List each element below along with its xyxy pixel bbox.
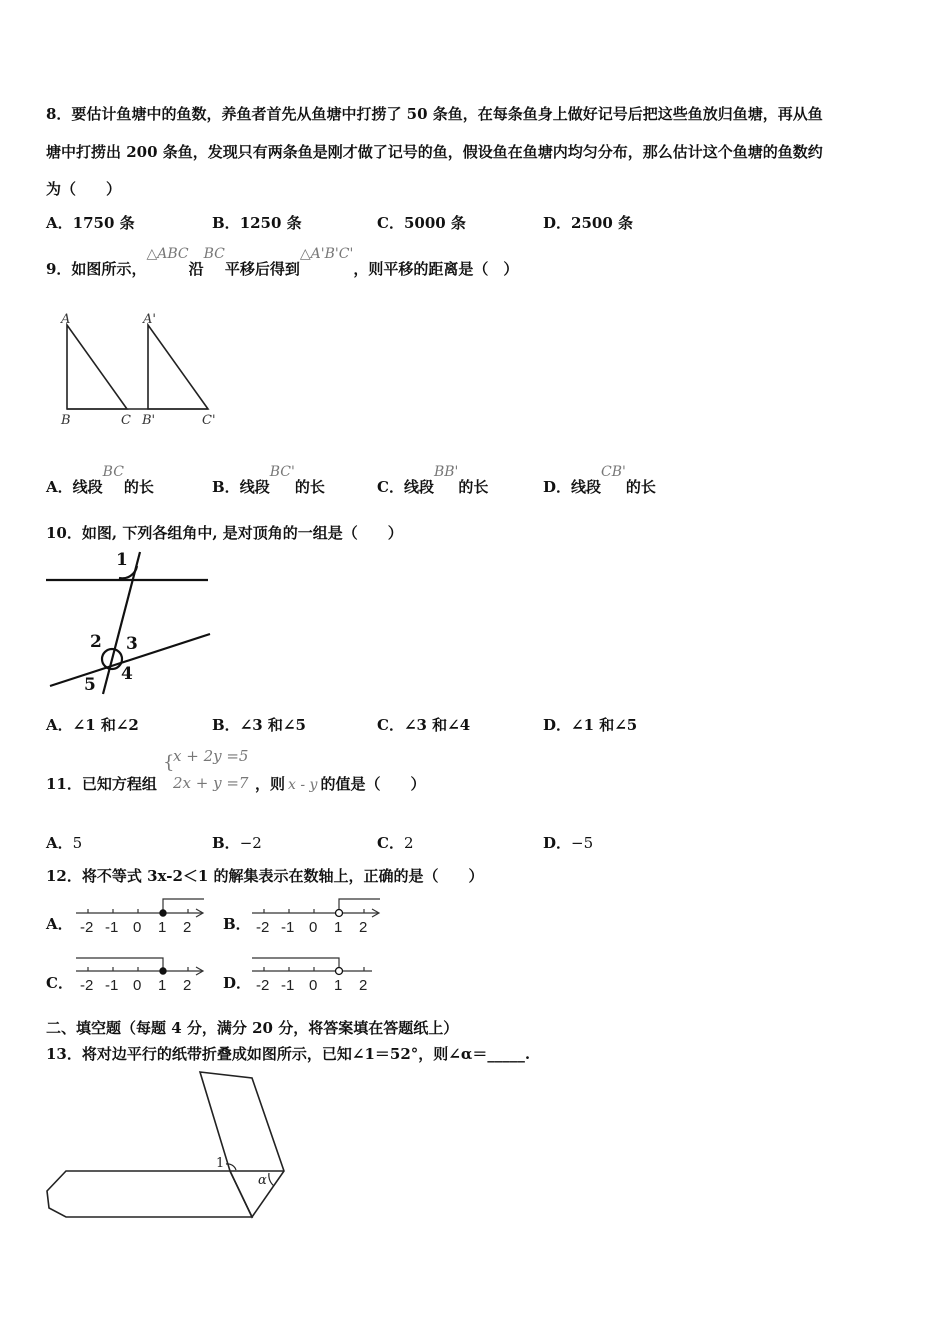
svg-text:0: 0 bbox=[133, 977, 142, 994]
q9-option-b[interactable]: B．线段BC'的长 bbox=[212, 464, 325, 496]
angle-alpha-label: α bbox=[258, 1173, 267, 1188]
q9-option-d[interactable]: D．线段CB'的长 bbox=[543, 464, 656, 496]
q11-stem-suffix: ，则 x - y 的值是（ ） bbox=[255, 775, 426, 793]
q10-option-d[interactable]: D．∠1 和∠5 bbox=[543, 716, 638, 734]
svg-text:2: 2 bbox=[359, 977, 368, 994]
q9-translation-figure bbox=[55, 305, 235, 435]
strip-folded-part bbox=[200, 1072, 284, 1217]
label-a-prime: A' bbox=[143, 312, 156, 327]
angle-1-label: 1 bbox=[216, 1156, 225, 1171]
strip-lower-part bbox=[47, 1171, 252, 1217]
q10-option-c[interactable]: C．∠3 和∠4 bbox=[377, 716, 471, 734]
label-b: B bbox=[61, 413, 71, 428]
svg-text:-2: -2 bbox=[256, 919, 270, 936]
svg-text:0: 0 bbox=[309, 977, 318, 994]
open-dot bbox=[336, 968, 343, 975]
angle-label-3: 3 bbox=[126, 634, 138, 654]
svg-text:-1: -1 bbox=[281, 919, 295, 936]
triangle-abc-shape bbox=[67, 325, 127, 409]
q8-stem-line1: 8．要估计鱼塘中的鱼数，养鱼者首先从鱼塘中打捞了 50 条鱼，在每条鱼身上做好记号后把这些鱼放归鱼塘，再从鱼 bbox=[46, 105, 823, 123]
svg-text:1: 1 bbox=[158, 919, 167, 936]
q10-option-b[interactable]: B．∠3 和∠5 bbox=[212, 716, 306, 734]
q9-stem: 9．如图所示，△ABC沿BC平移后得到△A'B'C'，则平移的距离是（ ） bbox=[46, 246, 519, 278]
q11-option-c[interactable]: C．2 bbox=[377, 834, 414, 852]
svg-text:2: 2 bbox=[183, 977, 192, 994]
svg-text:2: 2 bbox=[359, 919, 368, 936]
q12-option-a-numberline[interactable] bbox=[72, 895, 212, 937]
q11-brace: { bbox=[163, 752, 175, 773]
angle-label-1: 1 bbox=[116, 550, 128, 570]
q9-option-a[interactable]: A．线段BC的长 bbox=[46, 464, 154, 496]
label-c-prime: C' bbox=[202, 413, 216, 428]
q11-stem-prefix: 11．已知方程组 bbox=[46, 775, 157, 793]
q8-stem-line3: 为（ ） bbox=[46, 180, 122, 198]
q12-option-d-label[interactable]: D． bbox=[223, 974, 252, 992]
q10-stem: 10．如图, 下列各组角中, 是对顶角的一组是（ ） bbox=[46, 524, 403, 542]
q10-option-a[interactable]: A．∠1 和∠2 bbox=[46, 716, 139, 734]
angle-alpha-arc bbox=[269, 1173, 274, 1186]
q12-option-b-label[interactable]: B． bbox=[223, 915, 251, 933]
triangle-a2b2c2-shape bbox=[148, 325, 208, 409]
q8-stem-line2: 塘中打捞出 200 条鱼，发现只有两条鱼是刚才做了记号的鱼，假设鱼在鱼塘内均匀分布，那么估计这个鱼塘的鱼数约 bbox=[46, 143, 823, 161]
q12-inequality: 3x-2＜1 bbox=[147, 867, 209, 885]
svg-text:0: 0 bbox=[133, 919, 142, 936]
q12-option-c-label[interactable]: C． bbox=[46, 974, 73, 992]
label-c: C bbox=[121, 413, 131, 428]
q8-option-b[interactable]: B．1250 条 bbox=[212, 214, 302, 232]
q11-expression: x - y bbox=[288, 777, 318, 793]
angle-label-4: 4 bbox=[121, 664, 133, 684]
q12-option-b-numberline[interactable] bbox=[248, 895, 388, 937]
q8-option-a[interactable]: A．1750 条 bbox=[46, 214, 135, 232]
q11-option-b[interactable]: B．−2 bbox=[212, 834, 262, 852]
q12-option-a-label[interactable]: A． bbox=[46, 915, 73, 933]
svg-text:0: 0 bbox=[309, 919, 318, 936]
svg-text:-1: -1 bbox=[281, 977, 295, 994]
svg-text:-2: -2 bbox=[80, 977, 94, 994]
closed-dot bbox=[160, 910, 166, 916]
svg-text:-2: -2 bbox=[80, 919, 94, 936]
angle-label-2: 2 bbox=[90, 632, 102, 652]
q13-stem: 13．将对边平行的纸带折叠成如图所示，已知∠1＝52°，则∠α＝_____. bbox=[46, 1045, 531, 1063]
section-2-title: 二、填空题（每题 4 分，满分 20 分，将答案填在答题纸上） bbox=[46, 1019, 459, 1037]
q11-option-a[interactable]: A．5 bbox=[46, 834, 83, 852]
q9-triangle-abc: △ABC bbox=[146, 246, 189, 262]
q11-option-d[interactable]: D．−5 bbox=[543, 834, 594, 852]
q9-segment-bc: BC bbox=[203, 246, 225, 262]
angle-label-5: 5 bbox=[84, 675, 96, 695]
svg-text:-1: -1 bbox=[105, 977, 119, 994]
q11-equation-1: x + 2y =5 bbox=[173, 747, 249, 765]
q12-option-c-numberline[interactable] bbox=[72, 953, 212, 995]
svg-text:1: 1 bbox=[334, 977, 343, 994]
q9-option-c[interactable]: C．线段BB'的长 bbox=[377, 464, 489, 496]
svg-text:2: 2 bbox=[183, 919, 192, 936]
q8-option-d[interactable]: D．2500 条 bbox=[543, 214, 633, 232]
q10-angles-figure bbox=[44, 548, 214, 698]
q8-option-c[interactable]: C．5000 条 bbox=[377, 214, 466, 232]
svg-text:-2: -2 bbox=[256, 977, 270, 994]
q12-option-d-numberline[interactable] bbox=[248, 953, 388, 995]
q13-folded-strip-figure bbox=[40, 1066, 300, 1226]
q9-triangle-a2b2c2: △A'B'C' bbox=[299, 246, 354, 262]
svg-text:1: 1 bbox=[334, 919, 343, 936]
open-dot bbox=[336, 910, 343, 917]
q11-equation-2: 2x + y =7 bbox=[173, 774, 249, 792]
closed-dot bbox=[160, 968, 166, 974]
label-a: A bbox=[61, 312, 71, 327]
svg-text:1: 1 bbox=[158, 977, 167, 994]
svg-text:-1: -1 bbox=[105, 919, 119, 936]
label-b-prime: B' bbox=[142, 413, 156, 428]
q12-stem: 12．将不等式 3x-2＜1 的解集表示在数轴上，正确的是（ ） bbox=[46, 867, 484, 885]
